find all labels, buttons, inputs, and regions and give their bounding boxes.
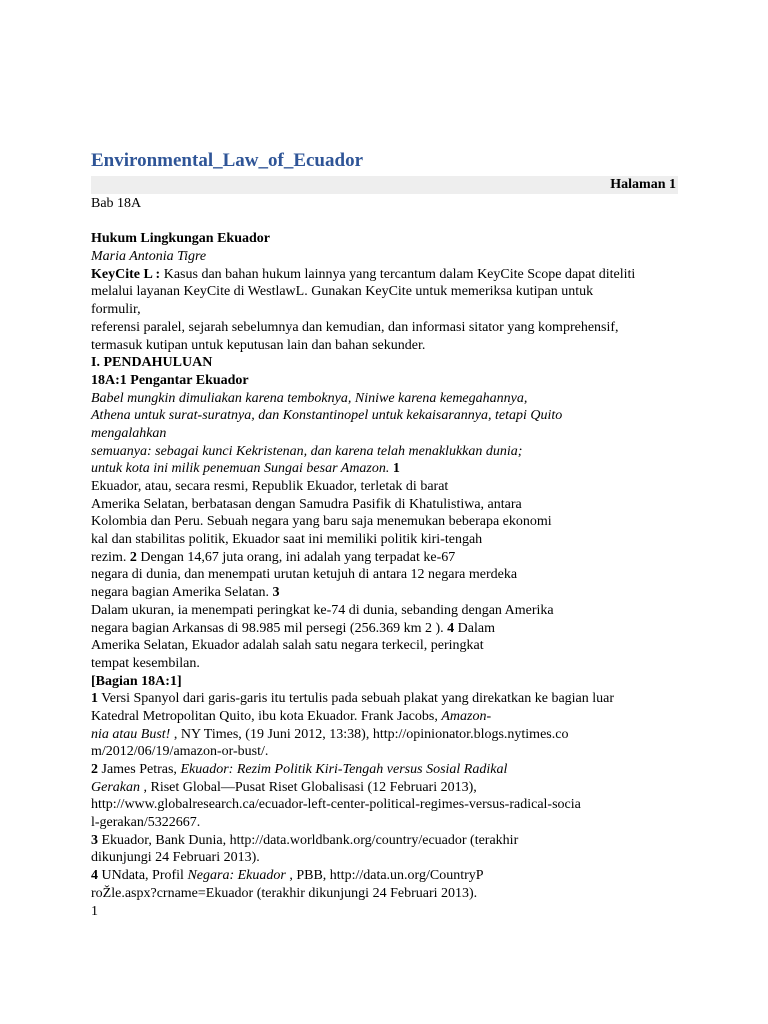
italic-text: Amazon- [441, 708, 492, 724]
text-segment: 1 [91, 903, 98, 919]
text-line [91, 584, 691, 602]
text-line [91, 283, 691, 301]
bold-text: KeyCite L : [91, 266, 161, 282]
text-segment: referensi paralel, sejarah sebelumnya dan kemudian, dan informasi sitator yang komprehensif, [91, 319, 619, 335]
italic-text: untuk kota ini milik penemuan Sungai besar Amazon. [91, 461, 390, 477]
text-line [91, 867, 691, 885]
text-segment: Dengan 14,67 juta orang, ini adalah yang terpadat ke-67 [136, 549, 456, 565]
text-segment: formulir, [91, 302, 141, 318]
text-line [91, 814, 691, 832]
text-segment: , Riset Global—Pusat Riset Globalisasi (12 Februari 2013), [140, 779, 477, 795]
bold-text: 1 [91, 691, 98, 707]
text-line [91, 903, 691, 921]
text-segment: UNdata, Profil [98, 868, 188, 884]
text-line [91, 443, 691, 461]
bold-text: 2 [126, 549, 137, 565]
text-segment: kal dan stabilitas politik, Ekuador saat ini memiliki politik kiri-tengah [91, 532, 483, 548]
text-segment: James Petras, [98, 762, 181, 777]
bold-text: Hukum Lingkungan Ekuador [91, 231, 270, 247]
text-line [91, 354, 691, 372]
text-line [91, 301, 691, 319]
bold-text: 3 [91, 832, 98, 848]
text-line [91, 319, 691, 337]
bold-text: [Bagian 18A:1] [91, 673, 182, 689]
text-segment: Ekuador, Bank Dunia, http://data.worldbank.org/country/ecuador (terakhir [98, 832, 519, 848]
text-line [91, 337, 691, 355]
text-segment: Bab 18A [91, 196, 142, 211]
text-line [91, 195, 691, 213]
text-line [91, 549, 691, 567]
document-body [91, 195, 691, 920]
text-segment: dikunjungi 24 Februari 2013). [91, 850, 260, 866]
text-line [91, 743, 691, 761]
text-line [91, 796, 691, 814]
text-line [91, 248, 691, 266]
text-segment: negara bagian Arkansas di 98.985 mil persegi (256.369 km 2 ). [91, 620, 444, 636]
text-segment: Ekuador, atau, secara resmi, Republik Ekuador, terletak di barat [91, 479, 449, 494]
text-segment: m/2012/06/19/amazon-or-bust/. [91, 744, 269, 760]
text-line [91, 849, 691, 867]
text-segment: Dalam [454, 620, 495, 636]
text-line [91, 478, 691, 496]
text-segment: , PBB, http://data.un.org/CountryP [285, 868, 484, 884]
text-line [91, 637, 691, 655]
text-segment: Kolombia dan Peru. Sebuah negara yang baru saja menemukan beberapa ekonomi [91, 514, 552, 530]
text-segment: Kasus dan bahan hukum lainnya yang tercantum dalam KeyCite Scope dapat diteliti [160, 266, 636, 282]
text-segment: negara di dunia, dan menempati urutan ketujuh di antara 12 negara merdeka [91, 567, 518, 583]
text-line [91, 673, 691, 691]
text-line [91, 513, 691, 531]
text-line [91, 761, 691, 779]
italic-text: nia atau Bust! [91, 726, 171, 742]
italic-text: Negara: Ekuador [187, 868, 286, 884]
text-segment: http://www.globalresearch.ca/ecuador-left-center-political-regimes-versus-radical-socia [91, 797, 581, 813]
text-line [91, 460, 691, 478]
text-line [91, 620, 691, 638]
text-line [91, 726, 691, 744]
bold-text: 18A:1 Pengantar Ekuador [91, 372, 249, 388]
italic-text: mengalahkan [91, 425, 167, 441]
bold-text: 3 [269, 585, 280, 601]
text-line [91, 566, 691, 584]
text-line [91, 779, 691, 797]
bold-text: 2 [91, 762, 98, 777]
text-line [91, 390, 691, 408]
text-line [91, 496, 691, 514]
page-header-bar [91, 176, 678, 194]
page-number-label: Halaman 1 [610, 177, 676, 192]
text-line [91, 230, 691, 248]
text-segment: Dalam ukuran, ia menempati peringkat ke-74 di dunia, sebanding dengan Amerika [91, 602, 554, 618]
italic-text: Babel mungkin dimuliakan karena temboknya, Niniwe karena kemegahannya, [91, 390, 528, 406]
blank-line [91, 213, 691, 231]
text-segment: tempat kesembilan. [91, 655, 200, 671]
text-line [91, 602, 691, 620]
text-segment: termasuk kutipan untuk keputusan lain dan bahan sekunder. [91, 337, 426, 353]
text-line [91, 531, 691, 549]
italic-text: Athena untuk surat-suratnya, dan Konstantinopel untuk kekaisarannya, tetapi Quito [91, 408, 563, 424]
italic-text: Gerakan [91, 779, 140, 795]
text-segment: Amerika Selatan, berbatasan dengan Samudra Pasifik di Khatulistiwa, antara [91, 496, 522, 512]
text-segment: , NY Times, (19 Juni 2012, 13:38), http://opinionator.blogs.nytimes.co [170, 726, 569, 742]
text-line [91, 407, 691, 425]
bold-text: 4 [91, 868, 98, 884]
text-line [91, 708, 691, 726]
text-line [91, 832, 691, 850]
text-segment: roŽle.aspx?crname=Ekuador (terakhir dikunjungi 24 Februari 2013). [91, 885, 478, 901]
italic-text: semuanya: sebagai kunci Kekristenan, dan karena telah menaklukkan dunia; [91, 443, 523, 459]
italic-text: Ekuador: Rezim Politik Kiri-Tengah versus Sosial Radikal [180, 762, 508, 777]
text-line [91, 885, 691, 903]
text-segment: Versi Spanyol dari garis-garis itu tertulis pada sebuah plakat yang direkatkan ke bagian luar [98, 691, 615, 707]
text-segment: rezim. [91, 549, 127, 565]
bold-text: I. PENDAHULUAN [91, 355, 213, 371]
text-line [91, 372, 691, 390]
text-segment: negara bagian Amerika Selatan. [91, 585, 270, 601]
text-line [91, 425, 691, 443]
italic-text: Maria Antonia Tigre [91, 249, 207, 265]
bold-text: 1 [389, 461, 400, 477]
text-segment: Amerika Selatan, Ekuador adalah salah satu negara terkecil, peringkat [91, 638, 484, 654]
text-line [91, 266, 691, 284]
text-segment: Katedral Metropolitan Quito, ibu kota Ekuador. Frank Jacobs, [91, 708, 442, 724]
text-segment: l-gerakan/5322667. [91, 815, 201, 831]
text-line [91, 655, 691, 673]
document-title: Environmental_Law_of_Ecuador [91, 150, 364, 171]
text-segment: melalui layanan KeyCite di WestlawL. Gunakan KeyCite untuk memeriksa kutipan untuk [91, 284, 594, 300]
text-line [91, 690, 691, 708]
bold-text: 4 [443, 620, 455, 636]
